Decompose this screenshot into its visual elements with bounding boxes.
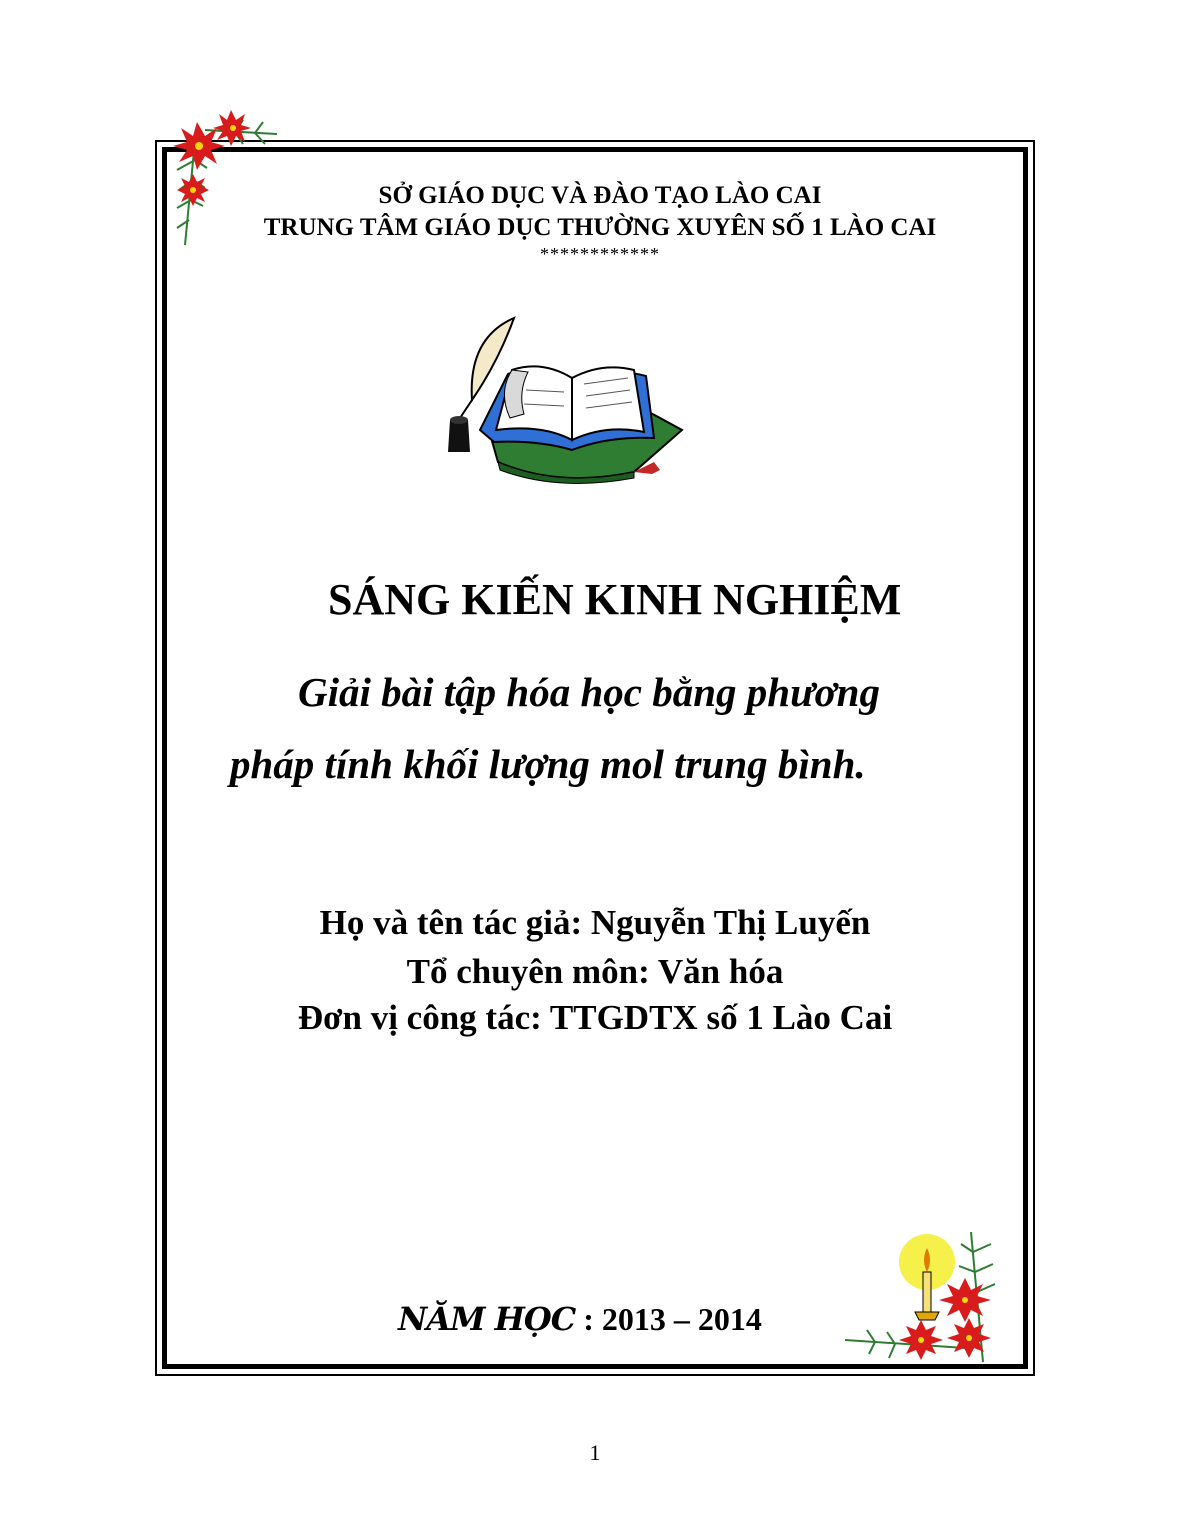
- document-title: SÁNG KIẾN KINH NGHIỆM: [328, 575, 902, 624]
- school-year-value: 2013 – 2014: [601, 1301, 762, 1337]
- department-info: Tổ chuyên môn: Văn hóa: [406, 952, 784, 991]
- subtitle-line-1: Giải bài tập hóa học bằng phương: [298, 669, 880, 715]
- school-year: [398, 1300, 762, 1338]
- book-quill-icon: [438, 312, 690, 484]
- work-unit: Đơn vị công tác: TTGDTX số 1 Lào Cai: [297, 998, 893, 1037]
- page-number: 1: [589, 1440, 601, 1465]
- candle-poinsettia-icon: [845, 1222, 1005, 1372]
- school-year-label: NĂM HỌC: [398, 1300, 576, 1338]
- header-separator: ************: [540, 244, 660, 264]
- center-name: TRUNG TÂM GIÁO DỤC THƯỜNG XUYÊN SỐ 1 LÀO CAI: [263, 214, 937, 241]
- author-name: Họ và tên tác giả: Nguyễn Thị Luyến: [319, 903, 871, 942]
- department-name: SỞ GIÁO DỤC VÀ ĐÀO TẠO LÀO CAI: [378, 182, 822, 209]
- school-year-colon: :: [583, 1301, 594, 1337]
- subtitle-line-2: pháp tính khối lượng mol trung bình.: [230, 741, 866, 787]
